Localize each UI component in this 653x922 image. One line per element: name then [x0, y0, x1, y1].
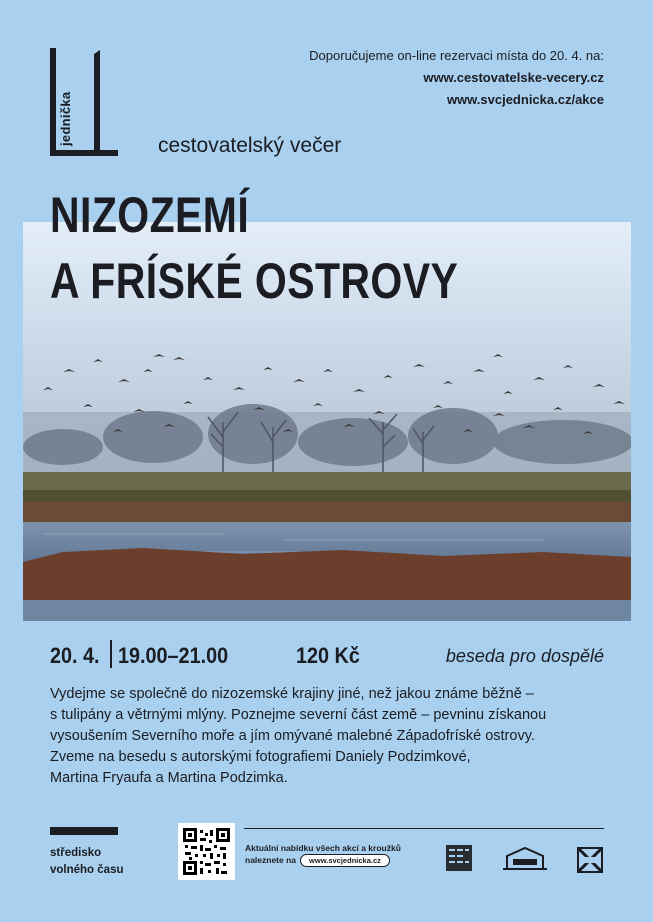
- offer-link[interactable]: www.svcjednicka.cz: [300, 854, 390, 867]
- date-separator: [110, 640, 112, 668]
- description-line: Martina Fryaufa a Martina Podzimka.: [50, 770, 288, 786]
- offer-info: Aktuální nabídku všech akcí a kroužků naleznete na www.svcjednicka.cz: [245, 843, 401, 865]
- event-time: 19.00–21.00: [118, 643, 229, 668]
- event-subtitle: cestovatelský večer: [158, 134, 342, 157]
- footer-divider: [244, 828, 604, 829]
- event-audience: beseda pro dospělé: [445, 646, 604, 666]
- logo-word: jednička: [58, 91, 73, 146]
- description-line: Zveme na besedu s autorskými fotografiemi Daniely Podzimkové,: [50, 749, 471, 765]
- title-line-1: NIZOZEMÍ: [50, 187, 250, 243]
- event-title: [50, 182, 458, 314]
- event-price: 120 Kč: [296, 643, 360, 668]
- event-date: 20. 4.: [50, 643, 100, 668]
- org-name: středisko volného času: [50, 847, 124, 876]
- description-line: vysoušením Severního moře a jím omývané malebné Západofríské ostrovy.: [50, 728, 535, 744]
- reservation-text: Doporučujeme on-line rezervaci místa do 20. 4. na:: [309, 48, 604, 63]
- description-line: s tulipány a větrnými mlýny. Poznejme severní část země – pevninu získanou: [50, 707, 547, 723]
- ddm-praha-logo-icon: [503, 846, 547, 877]
- description-line: Vydejme se společně do nizozemské krajiny jiné, než jakou známe běžně –: [50, 686, 534, 702]
- reservation-link-2[interactable]: www.svcjednicka.cz/akce: [446, 92, 604, 107]
- qr-code-icon[interactable]: [178, 823, 235, 880]
- praha-logo-icon: [446, 845, 472, 876]
- jednicka-logo: [50, 48, 120, 160]
- reservation-link-1[interactable]: www.cestovatelske-vecery.cz: [423, 70, 604, 85]
- title-line-2: A FRÍSKÉ OSTROVY: [50, 253, 459, 309]
- event-description: [50, 684, 610, 789]
- org-bar: [50, 827, 118, 835]
- reservation-info: [309, 45, 604, 111]
- grant-logo-icon: [577, 847, 603, 878]
